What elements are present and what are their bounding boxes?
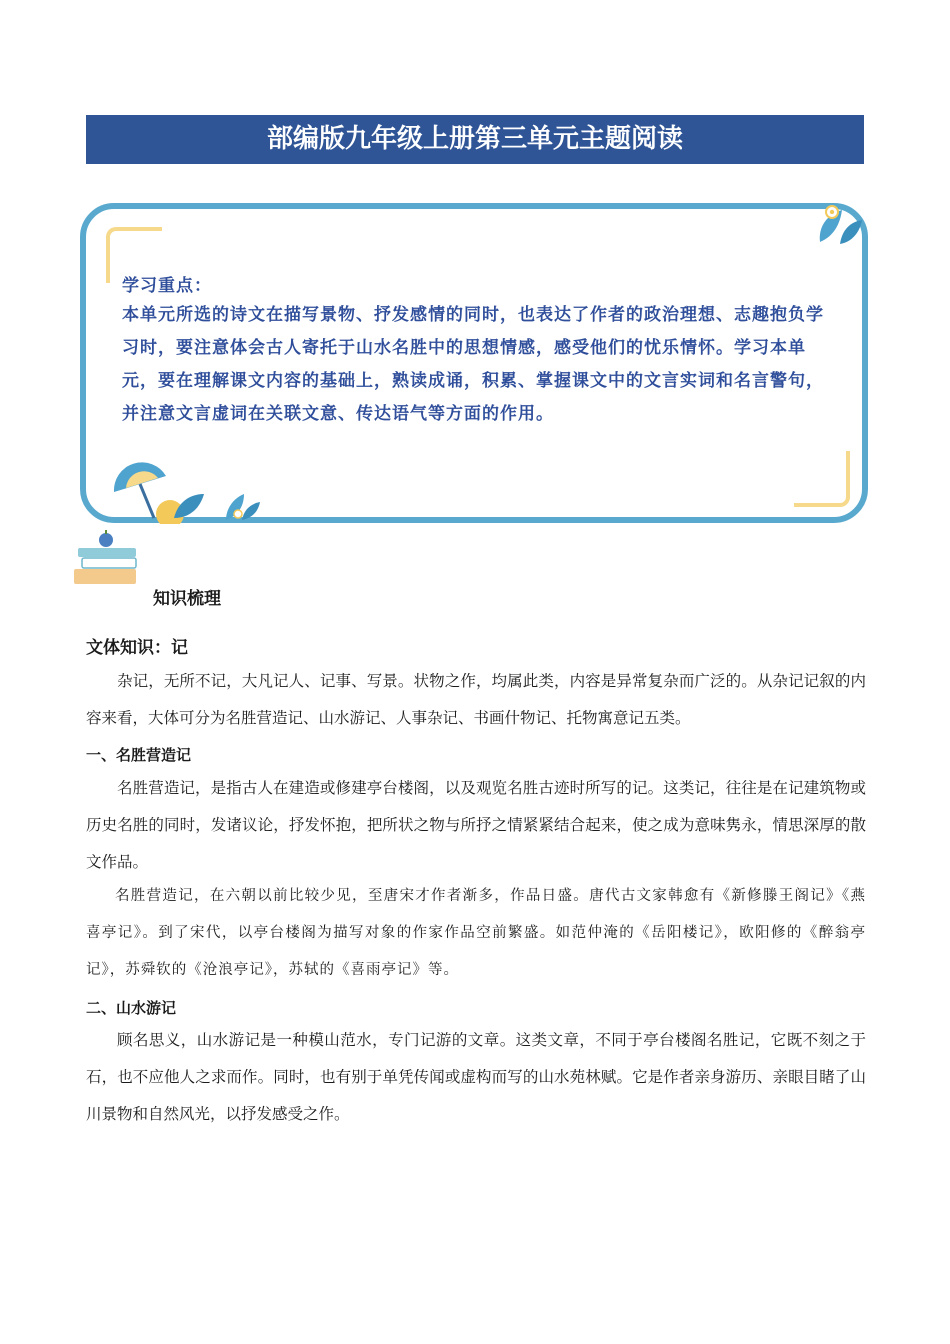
book-stack-icon (74, 530, 142, 586)
corner-bracket-decoration (794, 451, 850, 507)
leaf-flower-icon (812, 200, 868, 246)
small-leaf-icon (222, 490, 262, 522)
genre-heading: 文体知识：记 (86, 638, 188, 658)
intro-paragraph: 杂记，无所不记，大凡记人、记事、写景。状物之作，均属此类，内容是异常复杂而广泛的。从杂记记叙的内容来看，大体可分为名胜营造记、山水游记、人事杂记、书画什物记、托物寓意记五类。 (86, 672, 866, 727)
paragraph: 名胜营造记，在六朝以前比较少见，至唐宋才作者渐多，作品日盛。唐代古文家韩愈有《新修滕王阁记》《燕喜亭记》。到了宋代，以亭台楼阁为描写对象的作家作品空前繁盛。如范仲淹的《岳阳楼记》，欧阳修的《醉翁亭记》，苏舜钦的《沧浪亭记》，苏轼的《喜雨亭记》等。 (86, 888, 866, 978)
paragraph: 名胜营造记，是指古人在建造或修建亭台楼阁，以及观览名胜古迹时所写的记。这类记，往往是在记建筑物或历史名胜的同时，发诸议论，抒发怀抱，把所状之物与所抒之情紧紧结合起来，使之成为意味隽永，情思深厚的散文作品。 (86, 779, 866, 871)
paragraph: 顾名思义，山水游记是一种模山范水，专门记游的文章。这类文章，不同于亭台楼阁名胜记，它既不刻之于石，也不应他人之求而作。同时，也有别于单凭传闻或虚构而写的山水苑林赋。它是作者亲身游历、亲眼目睹了山川景物和自然风光，以抒发感受之作。 (86, 1031, 866, 1123)
study-focus-heading: 学习重点： (122, 276, 212, 296)
umbrella-icon (108, 458, 208, 524)
subsection-heading: 二、山水游记 (86, 999, 177, 1017)
subsection-heading: 一、名胜营造记 (86, 746, 192, 764)
page-title: 部编版九年级上册第三单元主题阅读 (86, 115, 864, 164)
study-focus-text: 本单元所选的诗文在描写景物、抒发感情的同时，也表达了作者的政治理想、志趣抱负学习时，要注意体会古人寄托于山水名胜中的思想情感，感受他们的忧乐情怀。学习本单元，要在理解课文内容的基础上，熟读成诵，积累、掌握课文中的文言实词和名言警句，并注意文言虚词在关联文意、传达语气等方面的作用。 (122, 305, 824, 424)
section-heading: 知识梳理 (153, 589, 221, 609)
